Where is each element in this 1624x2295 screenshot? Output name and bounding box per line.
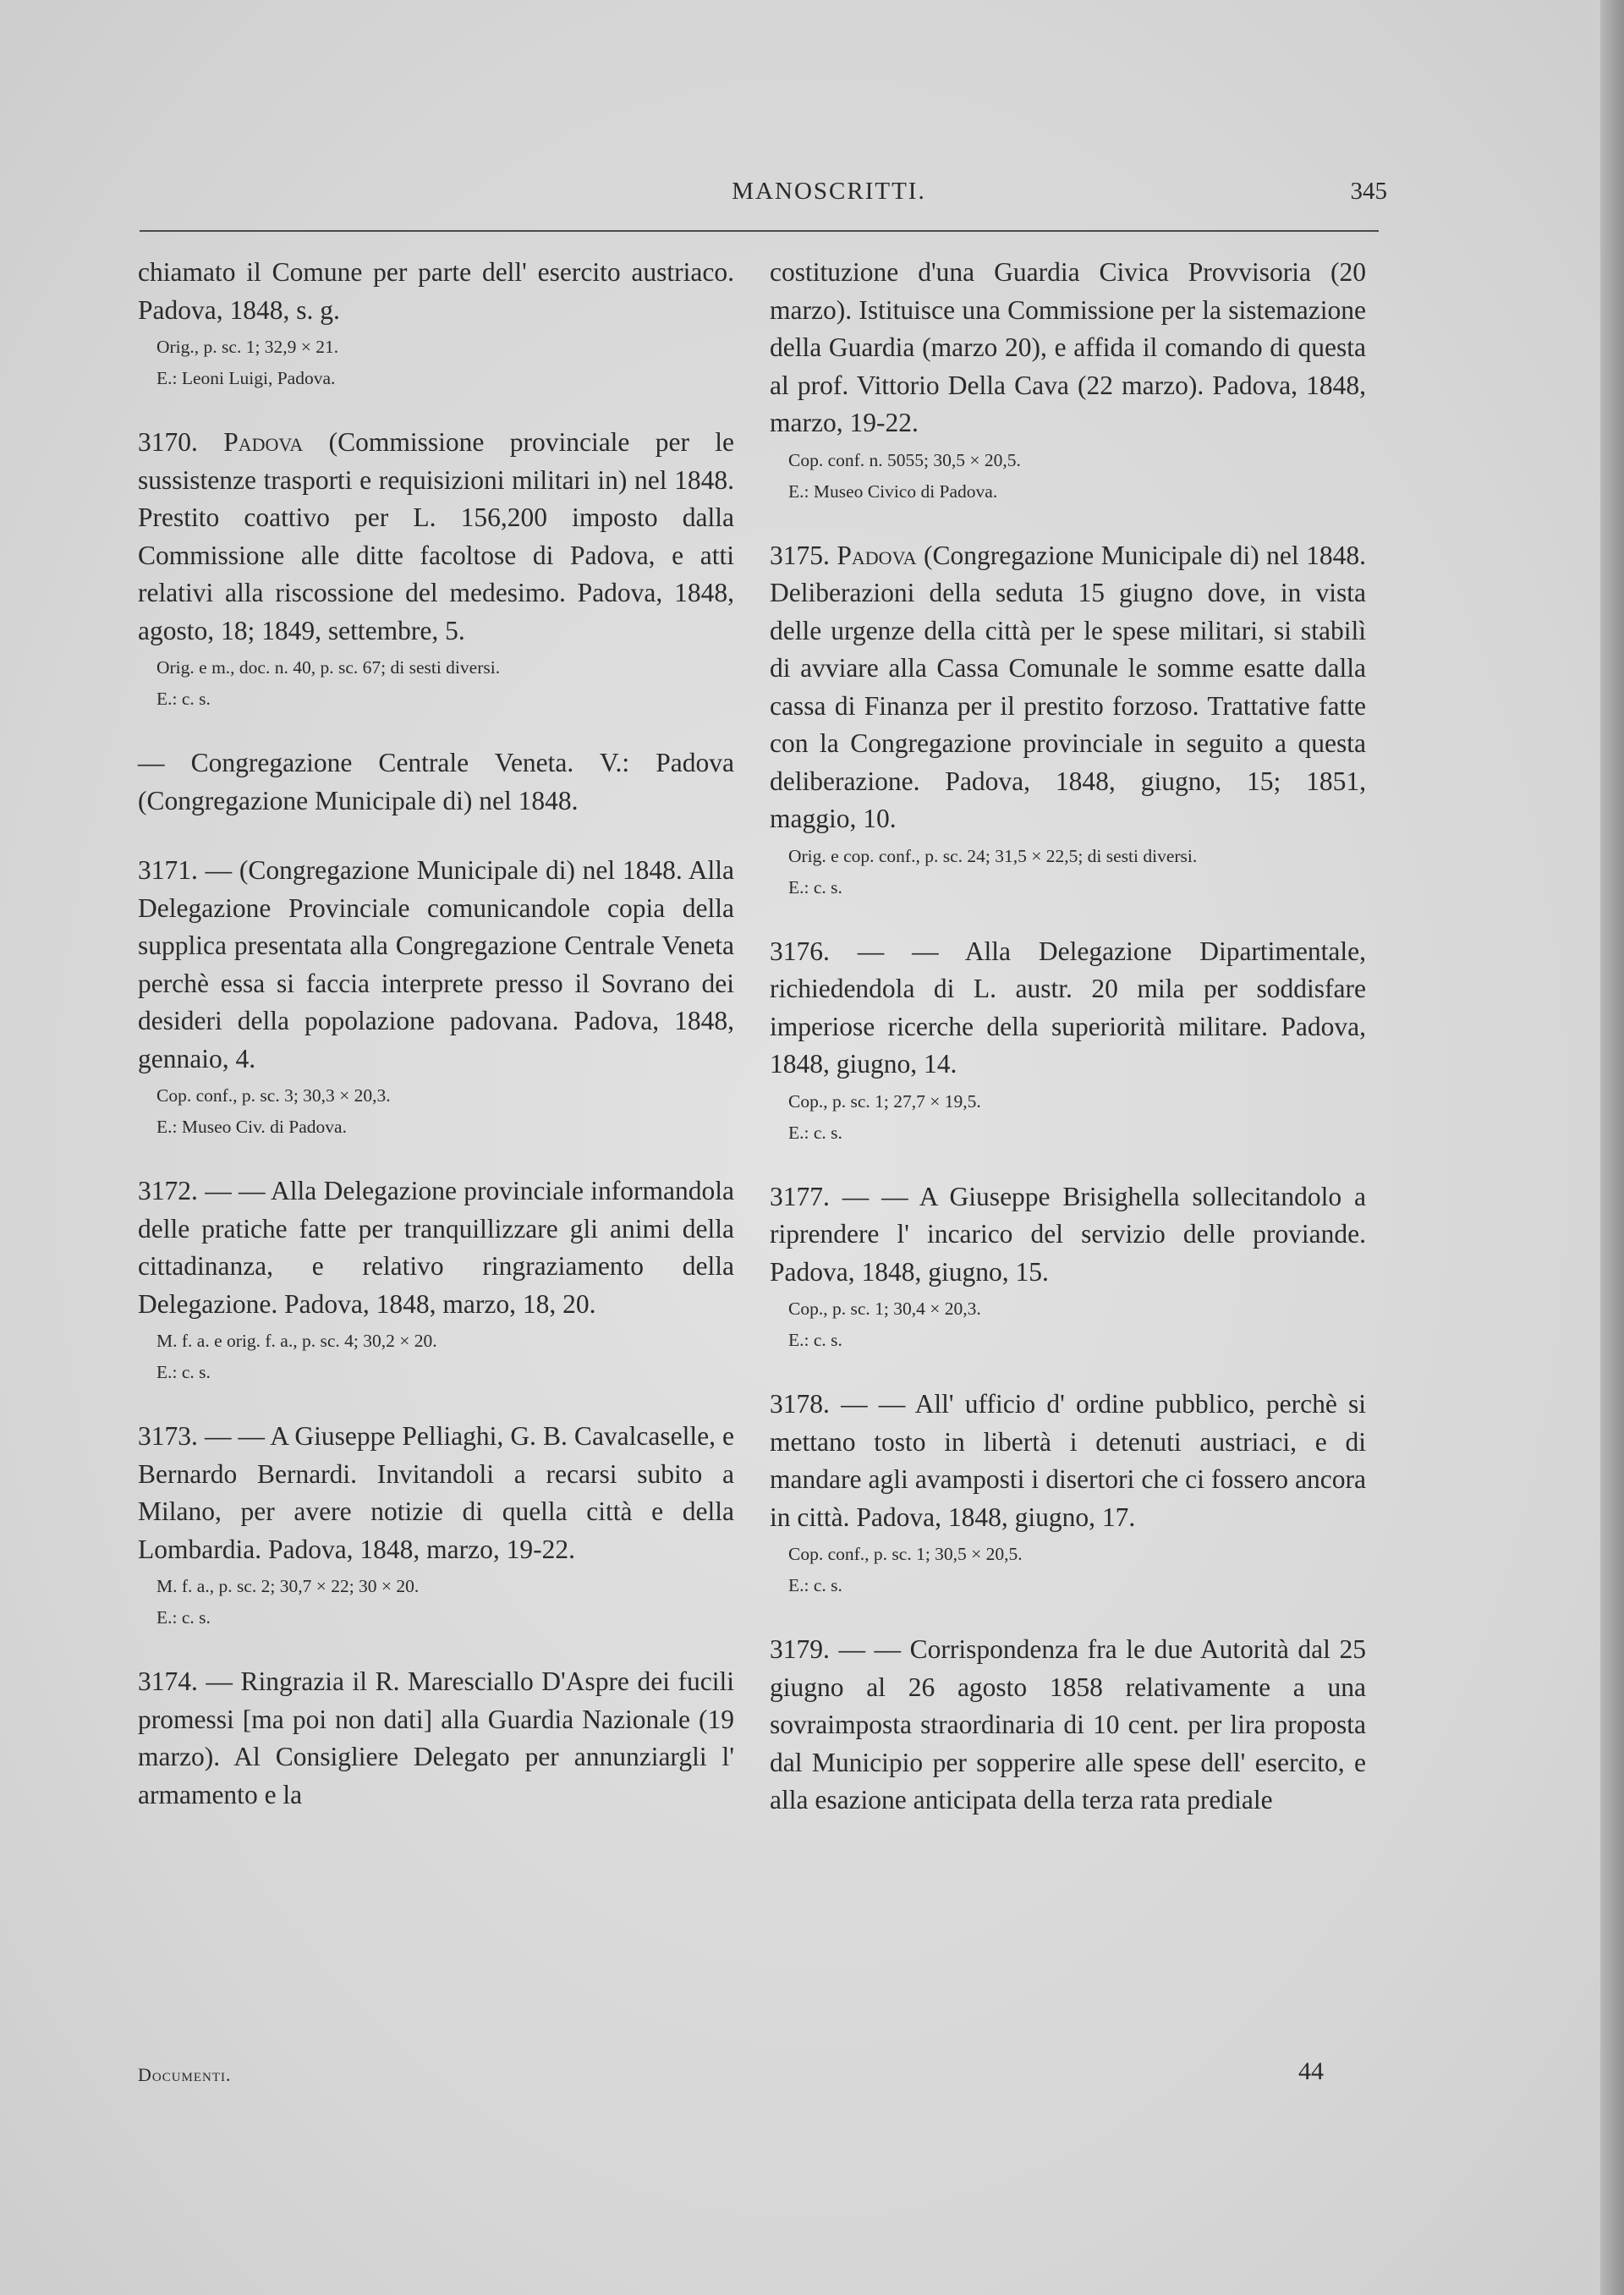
- catalog-entry: [770, 933, 1366, 1146]
- catalog-entry: [138, 254, 734, 392]
- entry-text: [138, 1172, 734, 1323]
- entry-text: [138, 1663, 734, 1814]
- signature-number: 44: [1298, 2057, 1324, 2085]
- entry-text: [138, 424, 734, 650]
- signature-label: Documenti.: [138, 2064, 232, 2085]
- entry-number: 3173.: [138, 1421, 198, 1451]
- catalog-entry: [138, 424, 734, 712]
- entry-note: Orig. e m., doc. n. 40, p. sc. 67; di sesti diversi.: [156, 657, 501, 678]
- entry-note: Cop. conf., p. sc. 3; 30,3 × 20,3.: [156, 1085, 391, 1106]
- entry-body: — — Alla Delegazione provinciale informandola delle pratiche fatte per tranquillizzare gli animi della cittadinanza, e relativo ringraziamento della Delegazione. Padova, 1848, marzo, 18, 20.: [138, 1176, 734, 1319]
- running-head: MANOSCRITTI.: [732, 178, 926, 205]
- page-number: 345: [1350, 178, 1387, 205]
- entry-lead: Padova: [837, 540, 917, 570]
- entry-body: — — Corrispondenza fra le due Autorità dal 25 giugno al 26 agosto 1858 relativamente a una sovraimposta straordinaria di 10 cent. per lira proposta dal Municipio per sopperire alle spese dell' esercito, e alla esazione anticipata della terza rata prediale: [770, 1634, 1367, 1815]
- entry-text: [770, 1178, 1366, 1292]
- entry-note: E.: c. s.: [156, 689, 211, 709]
- entry-text: chiamato il Comune per parte dell' esercito austriaco. Padova, 1848, s. g.: [138, 257, 734, 325]
- entry-note: E.: Leoni Luigi, Padova.: [156, 368, 336, 388]
- entry-body: (Commissione provinciale per le sussistenze trasporti e requisizioni militari in) nel 1848. Prestito coattivo per L. 156,200 imposto dalla Commissione alle ditte facoltose di Padova, e atti relativi alla riscossione del medesimo. Padova, 1848, agosto, 18; 1849, settembre, 5.: [138, 427, 735, 645]
- catalog-entry: [138, 852, 734, 1140]
- catalog-entry: [770, 1386, 1366, 1599]
- entry-body: — Ringrazia il R. Maresciallo D'Aspre dei fucili promessi [ma poi non dati] alla Guardia Nazionale (19 marzo). Al Consigliere Delegato per annunziargli l' armamento e la: [138, 1666, 734, 1809]
- entry-text: [770, 1386, 1366, 1536]
- entry-text: [138, 852, 734, 1078]
- entry-number: 3171.: [138, 855, 198, 885]
- entry-note: Orig., p. sc. 1; 32,9 × 21.: [156, 337, 339, 357]
- entry-note: M. f. a., p. sc. 2; 30,7 × 22; 30 × 20.: [156, 1576, 420, 1596]
- entry-body: — — Alla Delegazione Dipartimentale, richiedendola di L. austr. 20 mila per soddisfare imperiose ricerche della superiorità militare. Padova, 1848, giugno, 14.: [770, 936, 1367, 1079]
- entry-note: E.: c. s.: [156, 1607, 211, 1628]
- entry-note: Cop., p. sc. 1; 30,4 × 20,3.: [788, 1298, 981, 1319]
- entry-number: 3170.: [138, 427, 198, 457]
- entry-text: [770, 537, 1366, 838]
- entry-number: 3174.: [138, 1666, 198, 1696]
- entry-text: — Congregazione Centrale Veneta. V.: Padova (Congregazione Municipale di) nel 1848.: [138, 748, 734, 815]
- entry-text: [770, 1631, 1366, 1820]
- catalog-entry: [138, 744, 734, 820]
- entry-number: 3179.: [770, 1634, 830, 1664]
- entry-note: E.: c. s.: [788, 1330, 842, 1350]
- entry-note: E.: Museo Civ. di Padova.: [156, 1117, 347, 1137]
- entry-note: E.: Museo Civico di Padova.: [788, 480, 998, 502]
- header-rule: [140, 230, 1379, 232]
- entry-body: — — A Giuseppe Brisighella sollecitandolo a riprendere l' incarico del servizio delle proviande. Padova, 1848, giugno, 15.: [770, 1181, 1366, 1287]
- entry-note: Cop., p. sc. 1; 27,7 × 19,5.: [788, 1090, 981, 1112]
- entry-text: [770, 933, 1366, 1084]
- entry-body: — (Congregazione Municipale di) nel 1848. Alla Delegazione Provinciale comunicandole copia della supplica presentata alla Congregazione Centrale Veneta perchè essa si faccia interprete presso il Sovrano dei desideri della popolazione padovana. Padova, 1848, gennaio, 4.: [138, 855, 735, 1073]
- entry-note: Cop. conf. n. 5055; 30,5 × 20,5.: [788, 449, 1021, 470]
- right-column: [770, 254, 1366, 1852]
- catalog-entry: [770, 254, 1366, 505]
- entry-text: [138, 1418, 734, 1568]
- entry-note: Orig. e cop. conf., p. sc. 24; 31,5 × 22,5; di sesti diversi.: [788, 845, 1198, 866]
- left-column: [138, 254, 734, 1846]
- entry-number: 3175.: [770, 540, 830, 570]
- entry-number: 3177.: [770, 1181, 830, 1211]
- entry-body: — — A Giuseppe Pelliaghi, G. B. Cavalcaselle, e Bernardo Bernardi. Invitandoli a recarsi subito a Milano, per avere notizie di quella città e della Lombardia. Padova, 1848, marzo, 19-22.: [138, 1421, 735, 1564]
- entry-note: Cop. conf., p. sc. 1; 30,5 × 20,5.: [788, 1544, 1023, 1564]
- entry-body: — — All' ufficio d' ordine pubblico, perchè si mettano tosto in libertà i detenuti austriaci, e di mandare agli avamposti i disertori che ci fossero ancora in città. Padova, 1848, giugno, 17.: [770, 1389, 1367, 1532]
- entry-note: E.: c. s.: [156, 1362, 211, 1382]
- catalog-entry: [138, 1663, 734, 1814]
- entry-note: E.: c. s.: [788, 1575, 842, 1595]
- catalog-entry: [770, 1631, 1366, 1820]
- catalog-entry: [770, 1178, 1366, 1354]
- page-edge-shadow: [1600, 0, 1624, 2295]
- entry-number: 3178.: [770, 1389, 830, 1419]
- catalog-entry: [770, 537, 1366, 901]
- entry-number: 3176.: [770, 936, 830, 966]
- entry-lead: Padova: [223, 427, 304, 457]
- entry-note: E.: c. s.: [788, 1122, 842, 1143]
- entry-note: M. f. a. e orig. f. a., p. sc. 4; 30,2 × 20.: [156, 1331, 437, 1351]
- entry-text: costituzione d'una Guardia Civica Provvisoria (20 marzo). Istituisce una Commissione per la sistemazione della Guardia (marzo 20), e affida il comando di questa al prof. Vittorio Della Cava (22 marzo). Padova, 1848, marzo, 19-22.: [770, 257, 1366, 437]
- entry-body: (Congregazione Municipale di) nel 1848. Deliberazioni della seduta 15 giugno dove, in vista delle urgenze della città per le spese militari, si stabilì di avviare alla Cassa Comunale le somme esatte dalla cassa di Finanza per il prestito forzoso. Trattative fatte con la Congregazione provinciale in seguito a questa deliberazione. Padova, 1848, giugno, 15; 1851, maggio, 10.: [770, 540, 1367, 833]
- entry-note: E.: c. s.: [788, 876, 842, 898]
- catalog-entry: [138, 1418, 734, 1631]
- entry-number: 3172.: [138, 1176, 198, 1205]
- catalog-entry: [138, 1172, 734, 1386]
